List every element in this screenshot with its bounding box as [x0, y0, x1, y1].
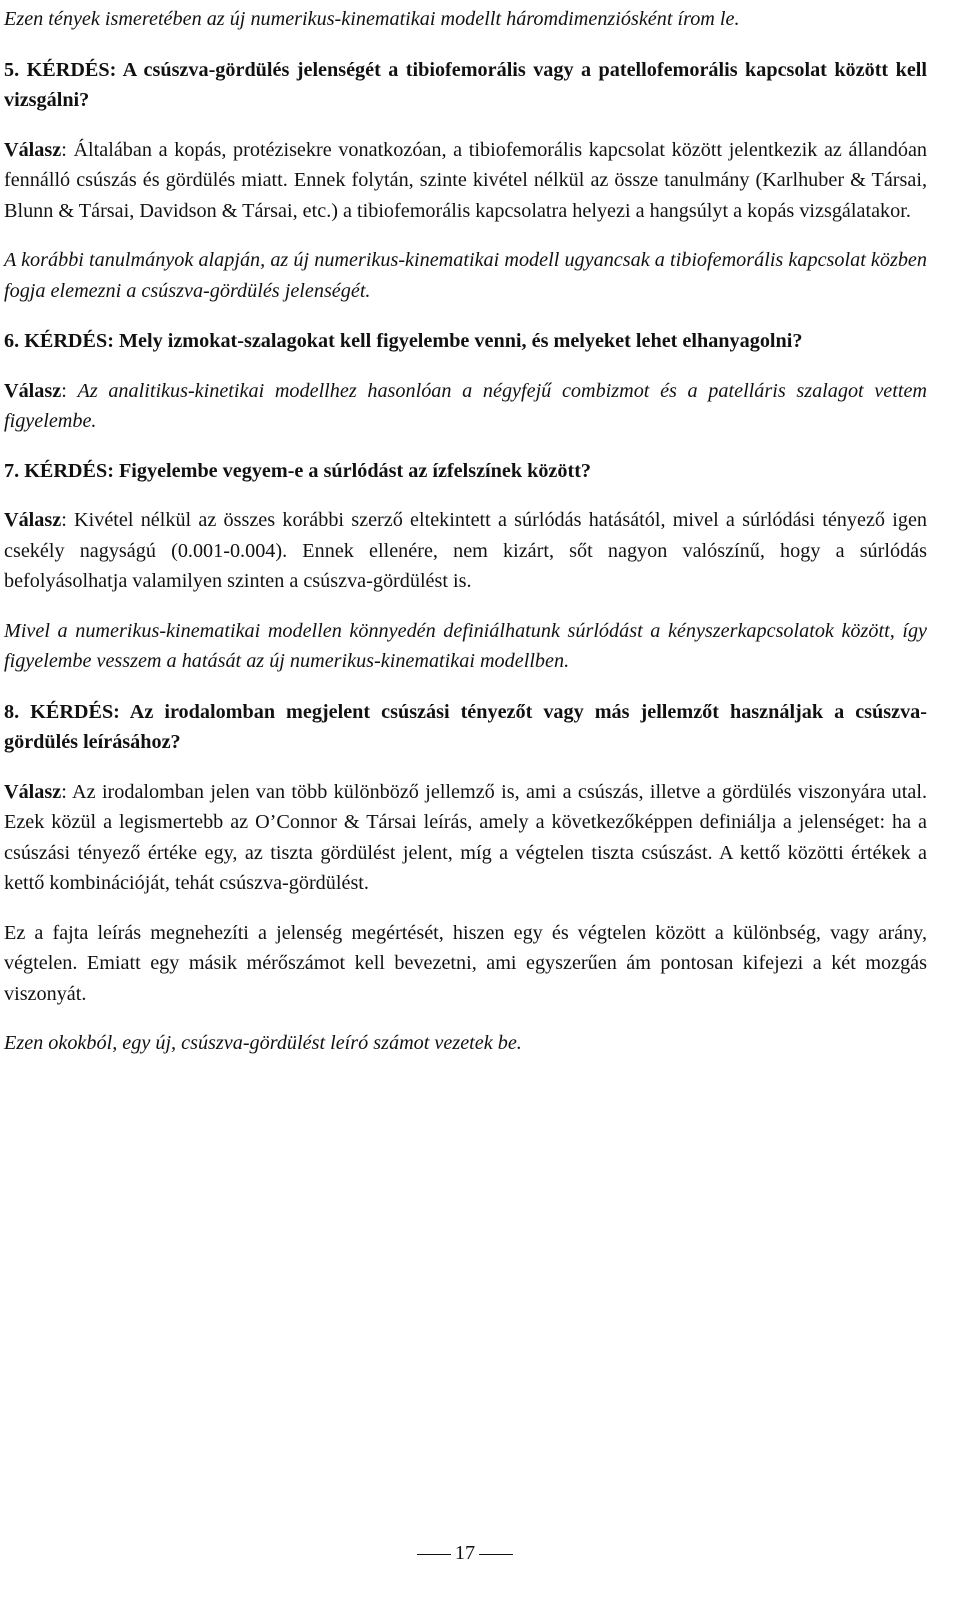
answer-separator: : [61, 379, 78, 402]
note-8: Ezen okokból, egy új, csúszva-gördülést leíró számot vezetek be. [4, 1032, 522, 1054]
answer-label: Válasz [4, 138, 62, 161]
answer-text: : Kivétel nélkül az összes korábbi szerző eltekintett a súrlódás hatásától, mivel a súrlódási tényező igen csekély nagyságú (0.001-0.004). Ennek ellenére, nem kizárt, sőt nagyon valószínű, hogy a súrlódás befolyásolhatja valamilyen szinten a csúszva-gördülést is. [4, 509, 927, 592]
answer-6 [4, 376, 927, 437]
intro-paragraph: Ezen tények ismeretében az új numerikus-kinematikai modellt háromdimenziósként írom le. [4, 8, 740, 30]
answer-text: : Az irodalomban jelen van több különböző jellemző is, ami a csúszás, illetve a gördülés viszonyára utal. Ezek közül a legismertebb az O’Connor & Társai leírás, amely a következőképpen definiálja a jelenséget: ha a csúszási tényező értéke egy, az tiszta gördülést jelent, míg a végtelen tiszta csúszást. A kettő közötti értékek a kettő kombinációját, tehát csúszva-gördülést. [4, 780, 927, 894]
page-number [0, 1542, 930, 1565]
answer-label: Válasz [4, 780, 62, 803]
page-number-text: 17 [454, 1542, 476, 1564]
note-5: A korábbi tanulmányok alapján, az új numerikus-kinematikai modell ugyancsak a tibiofemorális kapcsolat közben fogja elemezni a csúszva-gördülés jelenségét. [4, 249, 927, 302]
answer-label: Válasz [4, 509, 62, 531]
answer-7 [4, 505, 927, 597]
answer-8 [4, 777, 927, 899]
dash-right [479, 1554, 513, 1556]
paragraph-8-2: Ez a fajta leírás megnehezíti a jelenség megértését, hiszen egy és végtelen között a különbség, vagy arány, végtelen. Emiatt egy másik mérőszámot kell bevezetni, ami egyszerűen ám pontosan kifejezi a két mozgás viszonyát. [4, 921, 927, 1005]
question-6: 6. KÉRDÉS: Mely izmokat-szalagokat kell figyelembe venni, és melyeket lehet elhanyagolni? [4, 330, 803, 352]
answer-text: : Általában a kopás, protézisekre vonatkozóan, a tibiofemorális kapcsolat között jelentkezik az állandóan fennálló csúszás és gördülés miatt. Ennek folytán, szinte kivétel nélkül az össze tanulmány (Karlhuber & Társai, Blunn & Társai, Davidson & Társai, etc.) a tibiofemorális kapcsolatra helyezi a hangsúlyt a kopás vizsgálatakor. [4, 138, 927, 222]
dash-left [417, 1554, 451, 1556]
question-7: 7. KÉRDÉS: Figyelembe vegyem-e a súrlódást az ízfelszínek között? [4, 459, 592, 482]
answer-label: Válasz [4, 379, 62, 402]
answer-text: Az analitikus-kinetikai modellhez hasonlóan a négyfejű combizmot és a patelláris szalagot vettem figyelembe. [4, 379, 928, 432]
document-page [4, 4, 927, 1079]
answer-5 [4, 135, 927, 227]
question-5: 5. KÉRDÉS: A csúszva-gördülés jelenségét a tibiofemorális vagy a patellofemorális kapcsolat között kell vizsgálni? [4, 58, 927, 111]
question-8: 8. KÉRDÉS: Az irodalomban megjelent csúszási tényezőt vagy más jellemzőt használjak a csúszva-gördülés leírásához? [4, 700, 927, 753]
note-7: Mivel a numerikus-kinematikai modellen könnyedén definiálhatunk súrlódást a kényszerkapcsolatok között, így figyelembe vesszem a hatását az új numerikus-kinematikai modellben. [4, 619, 927, 672]
